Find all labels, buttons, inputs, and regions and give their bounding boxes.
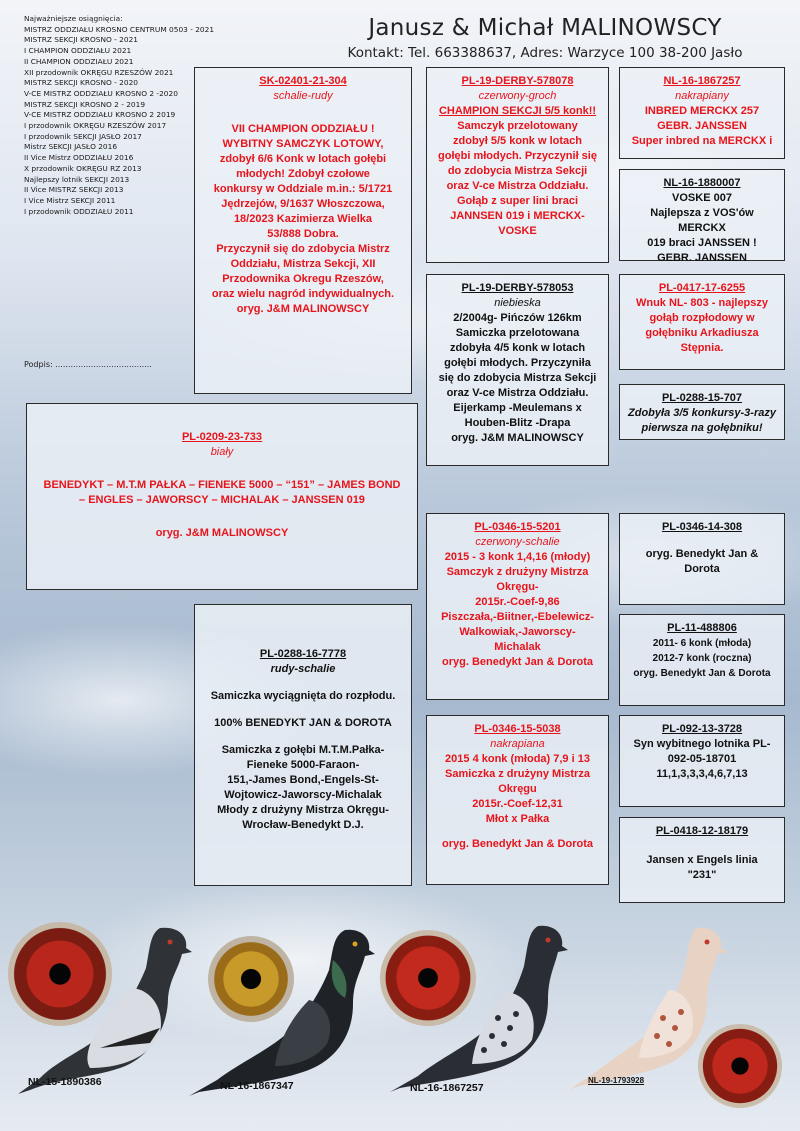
box-line: się do zdobycia Mistrza Sekcji [438,372,597,384]
pedigree-box-mdam-sire [426,715,609,885]
ring-number: PL-0288-16-7778 [259,648,347,660]
bird-color: nakrapiany [675,90,729,102]
box-line: Samiczka wyciągnięta do rozpłodu. [210,690,396,702]
pedigree-box-mate-sire [426,513,609,700]
achievement-item: I przodownik OKRĘGU RZESZÓW 2017 [24,121,167,131]
box-line: Młody z drużyny Mistrza Okręgu- [217,804,389,816]
pedigree-box-dd [619,384,785,440]
box-line: 11,1,3,3,3,4,6,7,13 [656,768,748,780]
box-line: Samiczka z drużyny Mistrza [445,768,590,780]
pedigree-box-ss [619,67,785,159]
achievement-item: I CHAMPION ODDZIAŁU 2021 [24,46,132,56]
box-line: gołębniku Arkadiusza [645,327,759,339]
bird-color: nakrapiana [490,738,545,750]
box-line: zdobyła 4/5 konk w lotach [449,342,586,354]
achievement-item: MISTRZ ODDZIAŁU KROSNO CENTRUM 0503 - 2021 [24,24,215,34]
bird-photo-label: NL-15-1890386 [28,1076,102,1088]
box-line: "231" [687,869,717,881]
box-line: Gołąb z super lini braci [456,195,579,207]
pedigree-box-msd [619,614,785,706]
box-line: 18/2023 Kazimierza Wielka [233,213,373,225]
box-line: oryg. Benedykt Jan & Dorota [442,656,593,668]
achievement-item: II CHAMPION ODDZIAŁU 2021 [24,56,134,66]
ring-number: PL-19-DERBY-578078 [461,75,574,87]
pedigree-box-mss [619,513,785,605]
box-line: Samiczka przelotowana [455,327,580,339]
ring-number: PL-092-13-3728 [661,723,743,735]
pigeon-photo [388,918,578,1108]
achievement-item: Mistrz SEKCJI JASŁO 2016 [24,142,118,152]
box-line: Fieneke 5000-Faraon- [246,759,360,771]
bird-photo-label: NL-16-1867257 [410,1082,484,1094]
bird-color: niebieska [494,297,541,309]
pedigree-box-sire [426,67,609,263]
achievement-item: MISTRZ SEKCJI KROSNO - 2020 [24,78,138,88]
box-line: oryg. Benedykt Jan & [645,548,759,560]
achievement-item: V-CE MISTRZ ODDZIAŁU KROSNO 2 -2020 [24,88,178,98]
achievement-item: Najlepszy lotnik SEKCJI 2013 [24,174,130,184]
achievement-item: Najważniejsze osiągnięcia: [24,14,123,23]
box-line: 2015 4 konk (młoda) 7,9 i 13 [445,753,590,765]
box-line: Stępnia. [680,342,724,354]
bird-color: schalie-rudy [273,90,333,102]
box-line: Eijerkamp -Meulemans x [453,402,582,414]
box-line: JANNSEN 019 i MERCKX- [450,210,585,222]
box-line: Zdobyła 3/5 konkursy-3-razy [628,407,776,419]
box-line: oraz wielu nagród indywidualnych. [211,288,395,300]
achievement-item: MISTRZ SEKCJI KROSNO 2 - 2019 [24,99,146,109]
box-line: 092-05-18701 [667,753,737,765]
box-line: BENEDYKT – M.T.M PAŁKA – FIENEKE 5000 – “151” – JAMES BOND [43,479,401,491]
box-line: Piszczała,-Biitner,-Ebelewicz- [441,611,594,623]
box-line: VOSKE [498,225,537,237]
box-line: konkursy w Oddziale m.in.: 5/1721 [213,183,393,195]
ring-number: PL-0346-14-308 [661,521,743,533]
pedigree-box-ds [619,274,785,370]
box-line: Michalak [494,641,541,653]
achievement-item: I przodownik SEKCJI JASŁO 2017 [24,131,142,141]
achievement-item: V-CE MISTRZ ODDZIAŁU KROSNO 2 2019 [24,110,176,120]
box-line: VOSKE 007 [672,192,732,204]
bird-color: biały [210,446,234,458]
ring-number: PL-0209-23-733 [181,431,263,443]
box-line: 53/888 Dobra. [267,228,339,240]
bird-photo-label: NL-19-1793928 [588,1076,645,1085]
box-line: gołębi młodych. Przyczynił się [438,150,597,162]
box-line: oryg. J&M MALINOWSCY [451,432,584,444]
ring-number: NL-16-1880007 [663,177,741,189]
box-line: GEBR. JANSSEN [657,120,747,132]
origin-note: oryg. J&M MALINOWSCY [155,527,289,539]
box-line: 019 braci JANSSEN ! [647,237,757,249]
box-line: Jansen x Engels linia [646,854,758,866]
box-line: Samczyk z drużyny Mistrza [446,566,589,578]
box-line: Okręgu- [496,581,539,593]
box-line: Samiczka z gołębi M.T.M.Pałka- [221,744,385,756]
bird-color: rudy-schalie [270,663,336,675]
bird-photos [0,900,800,1131]
box-line: Wnuk NL- 803 - najlepszy [635,297,769,309]
signature-line: Podpis: ...................................... [24,360,152,369]
box-title: CHAMPION SEKCJI 5/5 konk!! [438,105,597,117]
box-line: 2/2004g- Pińczów 126km [453,312,582,324]
box-line: Dorota [684,563,720,575]
box-line: Przodownika Okregu Rzeszów, [222,273,384,285]
achievement-item: MISTRZ SEKCJI KROSNO - 2021 [24,35,138,45]
box-line: 2015r.-Coef-12,31 [472,798,563,810]
box-line: VII CHAMPION ODDZIAŁU ! [231,123,375,135]
box-line: gołębi młodych. Przyczyniła [444,357,591,369]
box-line: Wrocław-Benedykt D.J. [242,819,364,831]
pedigree-box-mate-dam [194,604,412,886]
achievement-item: I Vice Mistrz SEKCJI 2011 [24,195,116,205]
box-line: Wojtowicz-Jaworscy-Michalak [224,789,382,801]
achievement-item: I przodownik ODDZIAŁU 2011 [24,206,134,216]
box-line: 2015r.-Coef-9,86 [475,596,560,608]
achievement-item: X przodownik OKRĘGU RZ 2013 [24,163,142,173]
ring-number: PL-11-488806 [667,622,737,634]
box-line: zdobył 5/5 konk w lotach [453,135,582,147]
ring-number: PL-0417-17-6255 [658,282,746,294]
box-line: Walkowiak,-Jaworscy- [459,626,576,638]
ring-number: PL-19-DERBY-578053 [461,282,574,294]
box-line: GEBR. JANSSEN [657,252,747,264]
ring-number: NL-16-1867257 [663,75,741,87]
bird-color: czerwony-schalie [475,536,560,548]
eye-photo [698,1024,782,1108]
box-line: Syn wybitnego lotnika PL- [633,738,771,750]
box-line: WYBITNY SAMCZYK LOTOWY, [222,138,384,150]
origin-note: oryg. Benedykt Jan & Dorota [442,838,593,850]
bird-color: czerwony-groch [478,90,557,102]
ring-number: PL-0346-15-5038 [474,723,561,735]
box-line: Houben-Blitz -Drapa [464,417,571,429]
box-line: pierwsza na gołębniku! [641,422,763,434]
box-line: – ENGLES – JAWORSCY – MICHALAK – JANSSEN 019 [79,494,365,506]
box-line: oraz V-ce Mistrza Oddziału. [446,180,589,192]
box-line: 100% BENEDYKT JAN & DOROTA [214,717,392,729]
ring-number: PL-0288-15-707 [661,392,743,404]
ring-number: PL-0346-15-5201 [474,521,561,533]
box-line: oryg. Benedykt Jan & Dorota [633,668,771,679]
pedigree-box-main [194,67,412,394]
achievement-item: II Vice Mistrz ODDZIAŁU 2016 [24,153,134,163]
breeder-name: Janusz & Michał MALINOWSCY [368,15,722,41]
box-line: zdobył 6/6 Konk w lotach gołębi [219,153,387,165]
box-line: Samczyk przelotowany [457,120,578,132]
box-line: gołąb rozpłodowy w [649,312,755,324]
achievement-item: XII przodownik OKRĘGU RZESZÓW 2021 [24,67,174,77]
box-line: INBRED MERCKX 257 [644,105,760,117]
box-line: Przyczynił się do zdobycia Mistrz [216,243,390,255]
achievements-list [24,14,215,217]
bird-photo-label: NL-16-1867347 [220,1080,294,1092]
box-line: 2011- 6 konk (młoda) [652,638,752,649]
pedigree-box-dam [426,274,609,466]
pedigree-box-mdd [619,817,785,903]
ring-number: PL-0418-12-18179 [655,825,749,837]
box-line: Oddziału, Mistrza Sekcji, XII [230,258,376,270]
box-line: oraz V-ce Mistrza Oddziału. [446,387,589,399]
box-line: Najlepsza z VOS'ów MERCKX [650,207,754,234]
page-header [300,14,790,63]
box-line: Młot x Pałka [485,813,550,825]
box-line: 2015 - 3 konk 1,4,16 (młody) [444,551,591,563]
pedigree-box-sd [619,169,785,264]
box-line: oryg. J&M MALINOWSCY [236,303,370,315]
box-line: 151,-James Bond,-Engels-St- [227,774,379,786]
pedigree-box-mds [619,715,785,807]
box-line: młodych! Zdobył czołowe [236,168,370,180]
box-line: do zdobycia Mistrza Sekcji [447,165,588,177]
box-line: 2012-7 konk (roczna) [652,653,752,664]
pedigree-box-mate [26,403,418,590]
box-line: Super inbred na MERCKX i [631,135,773,147]
contact-info: Kontakt: Tel. 663388637, Adres: Warzyce 100 38-200 Jasło [347,45,743,61]
box-line: Jędrzejów, 9/1637 Włoszczowa, [221,198,385,210]
box-line: Okręgu [498,783,537,795]
achievement-item: II Vice MISTRZ SEKCJI 2013 [24,185,124,195]
ring-number: SK-02401-21-304 [259,75,347,87]
